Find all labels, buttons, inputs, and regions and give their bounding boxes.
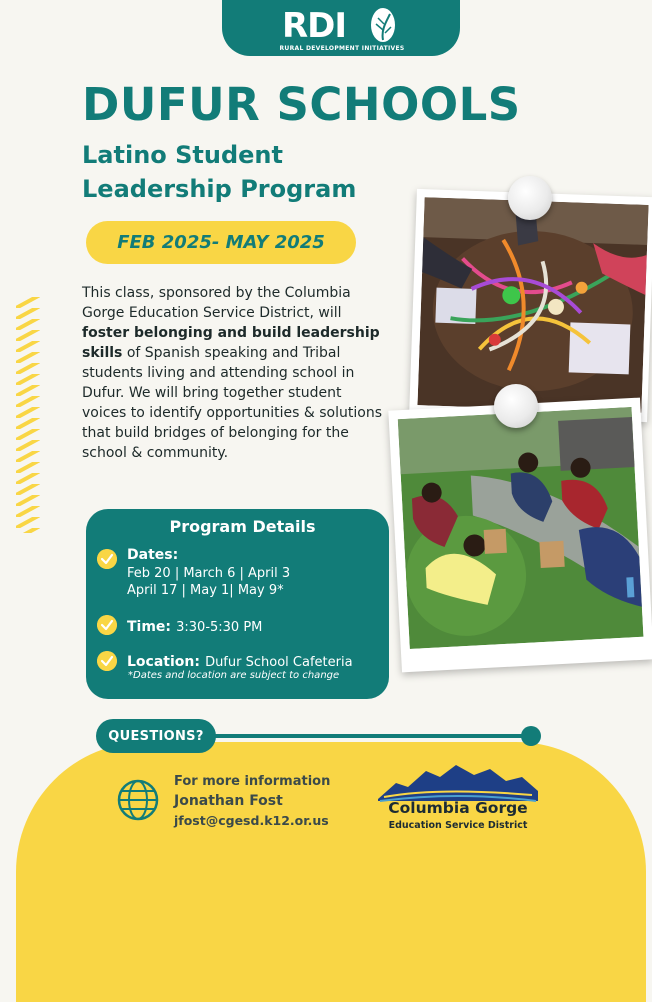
program-description <box>82 283 382 463</box>
time-label: Time: <box>127 619 172 635</box>
contact-info-label: For more information <box>174 774 331 789</box>
students-outdoor-image <box>398 407 644 649</box>
date-range-badge <box>86 221 356 264</box>
description-text-1: This class, sponsored by the Columbia Gorge Education Service District, will <box>82 285 351 321</box>
location-row <box>127 651 353 671</box>
page-title: DUFUR SCHOOLS <box>82 78 521 131</box>
partner-subtitle: Education Service District <box>388 820 528 831</box>
subtitle-line-2: Leadership Program <box>82 175 357 203</box>
subtitle-line-1: Latino Student <box>82 141 283 169</box>
schedule-note: *Dates and location are subject to change <box>128 670 340 681</box>
partner-name: Columbia Gorge <box>388 799 528 817</box>
craft-activity-image <box>417 197 648 413</box>
dates-label: Dates: <box>127 547 179 563</box>
leaf-icon <box>368 6 398 44</box>
location-value: Dufur School Cafeteria <box>205 655 353 670</box>
date-range-text: FEB 2025- MAY 2025 <box>117 232 325 253</box>
time-value: 3:30-5:30 PM <box>176 620 263 635</box>
questions-badge <box>96 719 216 753</box>
questions-divider-dot <box>521 726 541 746</box>
location-label: Location: <box>127 654 200 670</box>
mountain-logo-icon <box>378 761 538 803</box>
program-subtitle <box>82 138 392 206</box>
photo-pin <box>494 384 538 428</box>
decorative-stripes <box>16 297 40 533</box>
logo-wordmark: RDI <box>282 6 347 46</box>
check-circle-icon <box>97 549 117 569</box>
description-text-2: of Spanish speaking and Tribal students living and attending school in Dufur. We will bring together student voices to identify opportunities & solutions that build bridges of belonging for the school & community. <box>82 345 382 461</box>
craft-activity-photo <box>409 189 652 422</box>
footer-background <box>16 742 646 1002</box>
contact-email[interactable]: jfost@cgesd.k12.or.us <box>174 813 329 828</box>
questions-label: QUESTIONS? <box>108 728 204 744</box>
logo-subtitle: RURAL DEVELOPMENT INITIATIVES <box>279 45 405 52</box>
time-row <box>127 616 262 636</box>
globe-icon <box>116 778 160 822</box>
check-circle-icon <box>97 651 117 671</box>
dates-line-2: April 17 | May 1| May 9* <box>127 583 284 598</box>
questions-divider <box>200 734 530 738</box>
check-circle-icon <box>97 615 117 635</box>
contact-name: Jonathan Fost <box>174 793 283 809</box>
dates-line-1: Feb 20 | March 6 | April 3 <box>127 566 291 581</box>
students-outdoor-photo <box>388 398 652 673</box>
program-details-title: Program Details <box>169 517 316 536</box>
description-bold: foster belonging and build leadership skills <box>82 325 380 361</box>
photo-pin <box>508 176 552 220</box>
